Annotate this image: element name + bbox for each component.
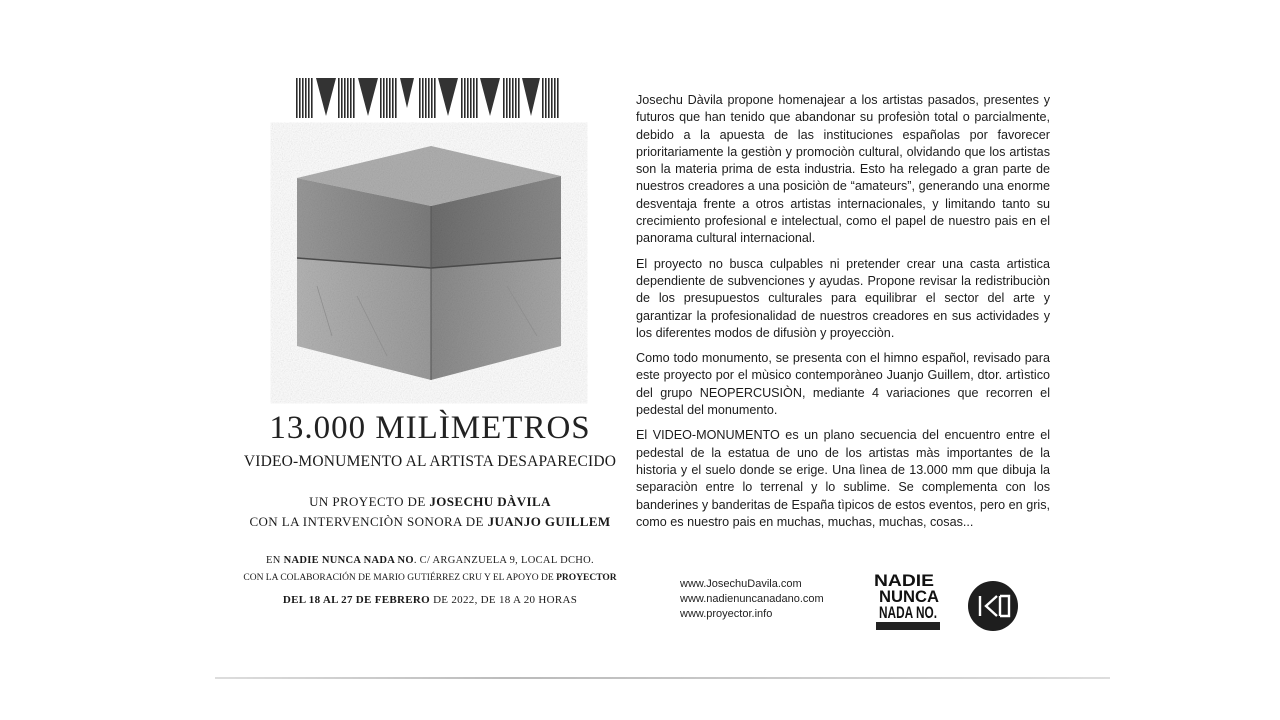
- venue-address: . C/ ARGANZUELA 9, LOCAL DCHO.: [413, 555, 594, 566]
- credit-line-project: [230, 492, 630, 512]
- description-paragraph: Josechu Dàvila propone homenajear a los artistas pasados, presentes y futuros que han tenido que abandonar su profesiòn total o parcialmente, debido a la apuesta de las instituciones españolas por favorecer prioritariamente la gestiòn y promociòn cultural, olvidando que los artistas son la materia prima de esta industria. Esto ha relegado a gran parte de nuestros creadores a una posiciòn de “amateurs”, generando una enorme desventaja frente a otros artistas internacionales, y limitando tanto su crecimiento profesional e intelectual, como el papel de nuestro pais en el panorama cultural internacional.: [636, 93, 1050, 246]
- sponsor-name: PROYECTOR: [556, 573, 617, 583]
- bunting-flags: [296, 78, 560, 118]
- credit-sound-prefix: CON LA INTERVENCIÒN SONORA DE: [249, 514, 488, 529]
- website-links: [680, 577, 824, 622]
- exhibition-subtitle: VIDEO-MONUMENTO AL ARTISTA DESAPARECIDO: [243, 453, 617, 470]
- exhibition-title: 13.000 MILÌMETROS: [269, 410, 591, 446]
- collaboration-line: [230, 572, 630, 584]
- link-proyector[interactable]: www.proyector.info: [680, 608, 773, 620]
- logo-word-2: NUNCA: [879, 587, 939, 606]
- logo-word-3: NADA NO.: [879, 603, 937, 622]
- nadie-nunca-nada-no-logo: [873, 570, 943, 632]
- description-body: [636, 92, 1050, 539]
- credit-musician-name: JUANJO GUILLEM: [487, 514, 611, 529]
- description-paragraph: Como todo monumento, se presenta con el himno español, revisado para este proyecto por el mùsico contemporàneo Juanjo Guillem, dtor. artìstico del grupo NEOPERCUSIÒN, mediante 4 variaciones que recorren el pedestal del monumento.: [636, 351, 1050, 418]
- project-credits: [230, 492, 630, 532]
- stone-cube-image: [297, 146, 561, 380]
- logo-word-1: NADIE: [874, 571, 934, 590]
- credit-line-sound: [230, 512, 630, 532]
- credit-artist-name: JOSECHU DÀVILA: [429, 494, 551, 509]
- bunting-banner-graphic: [296, 78, 560, 118]
- link-nadie-nunca-nada-no[interactable]: www.nadienuncanadano.com: [680, 593, 824, 605]
- dates-line: [230, 592, 630, 608]
- description-paragraph: El proyecto no busca culpables ni pretender crear una casta artistica dependiente de subvenciones y ayudas. Propone revisar la redistribuciòn de los presupuestos culturales para equilibrar el sector del arte y garantizar la profesionalidad de nuestros creadores en sus actividades y los diferentes modos de difusiòn y proyecciòn.: [636, 256, 1050, 340]
- collaboration-text: CON LA COLABORACIÓN DE MARIO GUTIÉRREZ CRU Y EL APOYO DE: [243, 573, 557, 583]
- credit-project-prefix: UN PROYECTO DE: [309, 494, 430, 509]
- venue-line: [230, 550, 630, 572]
- date-range: DEL 18 AL 27 DE FEBRERO: [282, 594, 431, 606]
- flyer-title-block: [230, 408, 630, 608]
- scan-bottom-edge: [215, 677, 1110, 679]
- venue-name: NADIE NUNCA NADA NO: [283, 555, 414, 566]
- date-hours: DE 2022, DE 18 A 20 HORAS: [430, 594, 578, 606]
- venue-prefix: EN: [266, 555, 284, 566]
- link-josechu-davila[interactable]: www.JosechuDavila.com: [680, 578, 802, 590]
- description-paragraph: El VIDEO-MONUMENTO es un plano secuencia del encuentro entre el pedestal de la estatua de uno de los artistas màs importantes de la historia y el suelo donde se erige. Una lìnea de 13.000 mm que dibuja la separaciòn entre lo terrenal y lo sublime. Se complementa con los banderines y banderitas de España tìpicos de estos eventos, pero en gris, como es nuestro pais en muchas, muchas, muchas, cosas...: [636, 428, 1050, 529]
- proyector-circle-logo: [967, 580, 1019, 632]
